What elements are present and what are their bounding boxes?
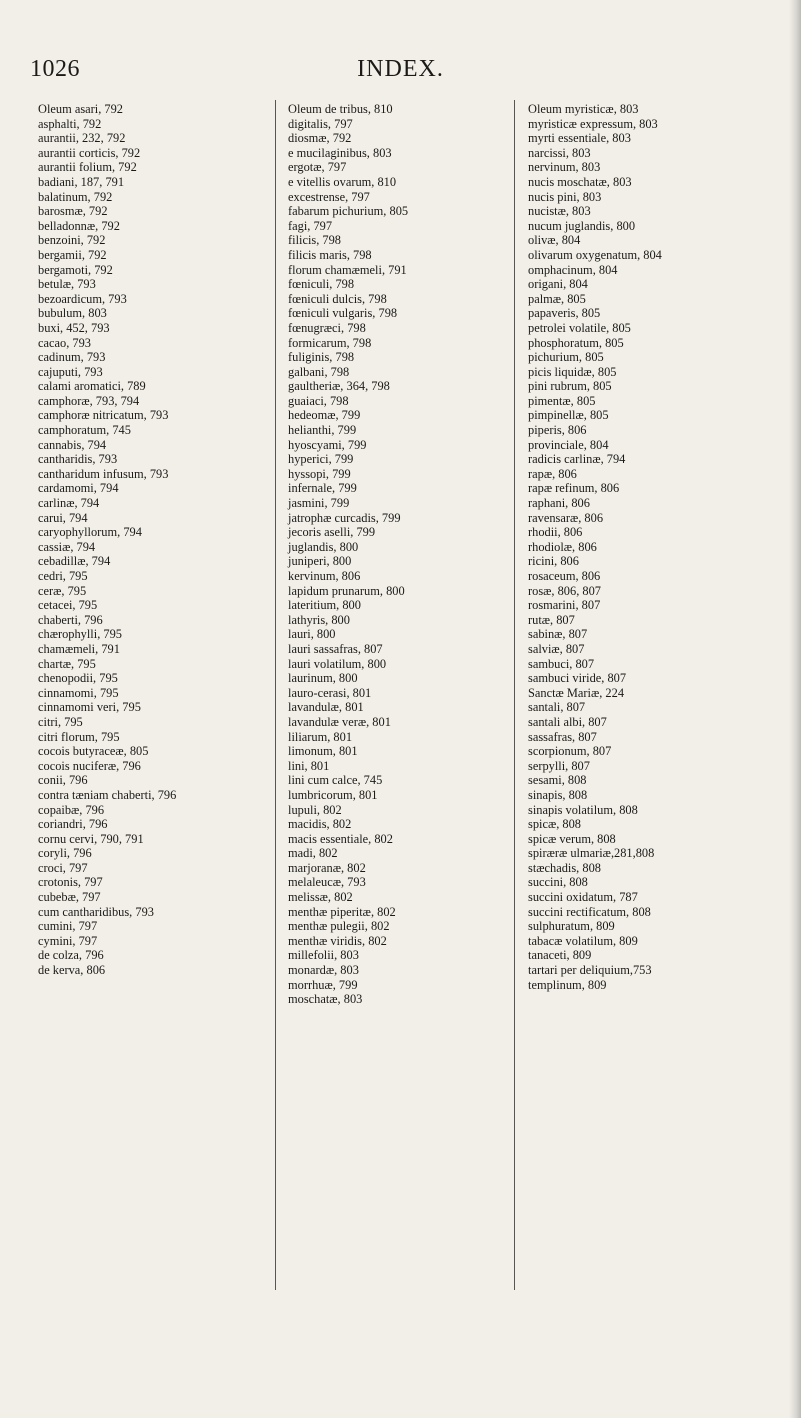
index-entry: filicis, 798 [288,233,341,248]
index-entry: cacao, 793 [38,335,91,350]
index-entry: conii, 796 [38,773,88,788]
index-entry: citri, 795 [38,714,83,729]
index-entry: nucis moschatæ, 803 [528,174,632,189]
index-entry: hyssopi, 799 [288,466,351,481]
index-entry: cedri, 795 [38,569,88,583]
index-entry: cocois butyraceæ, 805 [38,744,149,759]
index-entry: succini oxidatum, 787 [528,890,638,905]
index-entry: fuliginis, 798 [288,350,355,365]
index-entry: Oleum myristicæ, 803 [528,102,639,116]
index-entry: pini rubrum, 805 [528,379,612,394]
index-entry: diosmæ, 792 [288,131,352,146]
index-entry: ravensaræ, 806 [528,510,604,525]
index-entry: bergamoti, 792 [38,262,113,277]
index-entry: kervinum, 806 [288,569,361,583]
index-entry: succini rectificatum, 808 [528,904,651,919]
index-entry: petrolei volatile, 805 [528,320,631,335]
index-entry: radicis carlinæ, 794 [528,452,626,467]
index-entry: rhodii, 806 [528,525,583,540]
index-entry: sinapis, 808 [528,787,588,802]
index-entry: millefolii, 803 [288,948,359,963]
index-entry: excestrense, 797 [288,189,370,204]
index-entry: melissæ, 802 [288,890,353,905]
index-entry: moschatæ, 803 [288,992,363,1007]
index-entry: stæchadis, 808 [528,860,601,875]
index-entry: piperis, 806 [528,423,587,438]
index-entry: fœniculi dulcis, 798 [288,291,387,306]
index-entry: santali albi, 807 [528,714,607,729]
index-entry: lavandulæ veræ, 801 [288,714,391,729]
index-entry: tartari per deliquium,753 [528,963,652,978]
index-entry: hyoscyami, 799 [288,437,367,452]
index-entry: helianthi, 799 [288,423,357,438]
index-entry: lathyris, 800 [288,612,350,627]
index-entry: jecoris aselli, 799 [288,525,376,540]
index-entry: rutæ, 807 [528,612,575,627]
index-entry: omphacinum, 804 [528,262,618,277]
index-entry: carui, 794 [38,510,88,525]
index-entry: hedeomæ, 799 [288,408,361,423]
index-entry: benzoini, 792 [38,233,106,248]
index-entry: origani, 804 [528,277,588,292]
index-entry: sassafras, 807 [528,729,597,744]
index-entry: chaberti, 796 [38,612,103,627]
index-entry: de kerva, 806 [38,963,106,978]
index-entry: crotonis, 797 [38,875,103,890]
index-entry: aurantii corticis, 792 [38,145,141,160]
index-entry: menthæ pulegii, 802 [288,919,390,934]
index-entry: sinapis volatilum, 808 [528,802,638,817]
index-entry: pimpinellæ, 805 [528,408,609,423]
index-entry: cardamomi, 794 [38,481,119,496]
index-entry: belladonnæ, 792 [38,218,120,233]
index-entry: e mucilaginibus, 803 [288,145,392,160]
running-head-title: INDEX. [357,56,444,82]
index-entry: lapidum prunarum, 800 [288,583,405,598]
index-entry: pichurium, 805 [528,350,604,365]
index-entry: spiræræ ulmariæ,281,808 [528,846,655,861]
index-entry: melaleucæ, 793 [288,875,366,890]
index-entry: chamæmeli, 791 [38,641,120,656]
index-entry: cubebæ, 797 [38,890,101,905]
index-entry: chenopodii, 795 [38,671,118,686]
index-entry: balatinum, 792 [38,189,113,204]
index-entry: calami aromatici, 789 [38,379,146,394]
index-entry: bergamii, 792 [38,247,107,262]
index-entry: laurinum, 800 [288,671,358,686]
index-entry: menthæ piperitæ, 802 [288,904,396,919]
index-entry: lauri sassafras, 807 [288,641,383,656]
index-entry: bubulum, 803 [38,306,107,321]
index-entry: gaultheriæ, 364, 798 [288,379,390,394]
index-entry: rosaceum, 806 [528,569,601,583]
index-entry: jatrophæ curcadis, 799 [288,510,401,525]
page-edge-shadow [789,0,801,1418]
index-entry: camphoratum, 745 [38,423,131,438]
index-entry: limonum, 801 [288,744,358,759]
index-entry: infernale, 799 [288,481,357,496]
index-entry: narcissi, 803 [528,145,591,160]
index-entry: caryophyllorum, 794 [38,525,142,540]
index-entry: Oleum asari, 792 [38,102,123,116]
index-entry: aurantii folium, 792 [38,160,137,175]
index-entry: monardæ, 803 [288,963,359,978]
index-entry: salviæ, 807 [528,641,585,656]
index-entry: templinum, 809 [528,977,607,992]
index-column-2 [288,102,510,1007]
index-entry: sesami, 808 [528,773,587,788]
index-entry: menthæ viridis, 802 [288,933,387,948]
index-entry: myrti essentiale, 803 [528,131,631,146]
index-column-1 [38,102,260,978]
column-divider [514,100,515,1290]
index-entry: bezoardicum, 793 [38,291,127,306]
index-entry: chærophylli, 795 [38,627,122,642]
index-entry: picis liquidæ, 805 [528,364,617,379]
index-entry: lumbricorum, 801 [288,787,378,802]
index-entry: carlinæ, 794 [38,496,100,511]
index-entry: ceræ, 795 [38,583,87,598]
index-entry: betulæ, 793 [38,277,96,292]
index-entry: guaiaci, 798 [288,393,349,408]
index-entry: ergotæ, 797 [288,160,347,175]
index-entry: cocois nuciferæ, 796 [38,758,141,773]
index-entry: contra tæniam chaberti, 796 [38,787,177,802]
index-entry: juniperi, 800 [288,554,352,569]
index-entry: lavandulæ, 801 [288,700,364,715]
index-entry: cornu cervi, 790, 791 [38,831,144,846]
index-entry: Oleum de tribus, 810 [288,102,393,116]
index-entry: hyperici, 799 [288,452,354,467]
index-entry: galbani, 798 [288,364,350,379]
index-entry: chartæ, 795 [38,656,96,671]
index-entry: cinnamomi, 795 [38,685,119,700]
index-entry: lauri, 800 [288,627,336,642]
index-entry: lateritium, 800 [288,598,361,613]
index-entry: lini cum calce, 745 [288,773,383,788]
index-entry: nucistæ, 803 [528,204,591,219]
index-entry: de colza, 796 [38,948,104,963]
index-entry: scorpionum, 807 [528,744,612,759]
index-entry: sambuci viride, 807 [528,671,627,686]
index-entry: olivarum oxygenatum, 804 [528,247,662,262]
index-entry: cumini, 797 [38,919,98,934]
index-entry: provinciale, 804 [528,437,609,452]
index-entry: sabinæ, 807 [528,627,588,642]
index-entry: cymini, 797 [38,933,98,948]
index-column-3 [528,102,760,992]
index-entry: cetacei, 795 [38,598,98,613]
index-entry: asphalti, 792 [38,116,102,131]
index-entry: filicis maris, 798 [288,247,372,262]
index-entry: rosmarini, 807 [528,598,601,613]
index-entry: rosæ, 806, 807 [528,583,601,598]
index-entry: santali, 807 [528,700,586,715]
index-entry: cantharidis, 793 [38,452,118,467]
index-entry: digitalis, 797 [288,116,353,131]
page-number: 1026 [30,56,80,82]
index-entry: Sanctæ Mariæ, 224 [528,685,625,700]
index-entry: cebadillæ, 794 [38,554,111,569]
index-entry: barosmæ, 792 [38,204,108,219]
index-entry: spicæ, 808 [528,817,582,832]
index-entry: lupuli, 802 [288,802,342,817]
index-entry: nucis pini, 803 [528,189,602,204]
index-entry: coriandri, 796 [38,817,108,832]
index-entry: raphani, 806 [528,496,590,511]
index-entry: tanaceti, 809 [528,948,592,963]
index-entry: tabacæ volatilum, 809 [528,933,638,948]
index-entry: macidis, 802 [288,817,352,832]
column-divider [275,100,276,1290]
index-entry: nervinum, 803 [528,160,601,175]
index-entry: formicarum, 798 [288,335,372,350]
index-entry: rapæ refinum, 806 [528,481,620,496]
index-entry: nucum juglandis, 800 [528,218,636,233]
index-entry: olivæ, 804 [528,233,581,248]
index-entry: rapæ, 806 [528,466,577,481]
index-entry: palmæ, 805 [528,291,586,306]
index-entry: cantharidum infusum, 793 [38,466,169,481]
index-entry: ricini, 806 [528,554,579,569]
index-entry: marjoranæ, 802 [288,860,366,875]
index-entry: lauri volatilum, 800 [288,656,387,671]
index-entry: fœnugræci, 798 [288,320,366,335]
index-entry: morrhuæ, 799 [288,977,358,992]
index-entry: pimentæ, 805 [528,393,596,408]
index-entry: buxi, 452, 793 [38,320,110,335]
index-entry: jasmini, 799 [288,496,350,511]
index-entry: madi, 802 [288,846,338,861]
index-entry: cinnamomi veri, 795 [38,700,141,715]
page-header [0,56,801,86]
index-entry: cum cantharidibus, 793 [38,904,154,919]
index-entry: fœniculi, 798 [288,277,355,292]
index-entry: camphoræ nitricatum, 793 [38,408,169,423]
index-entry: cadinum, 793 [38,350,106,365]
index-entry: florum chamæmeli, 791 [288,262,407,277]
index-entry: fabarum pichurium, 805 [288,204,409,219]
index-entry: copaibæ, 796 [38,802,105,817]
index-entry: serpylli, 807 [528,758,590,773]
index-entry: lauro-cerasi, 801 [288,685,372,700]
index-entry: phosphoratum, 805 [528,335,624,350]
index-entry: succini, 808 [528,875,588,890]
index-entry: cassiæ, 794 [38,539,96,554]
index-entry: fagi, 797 [288,218,333,233]
index-entry: e vitellis ovarum, 810 [288,174,397,189]
index-entry: cajuputi, 793 [38,364,103,379]
index-entry: croci, 797 [38,860,88,875]
index-entry: lini, 801 [288,758,330,773]
index-entry: badiani, 187, 791 [38,174,125,189]
index-entry: spicæ verum, 808 [528,831,616,846]
index-entry: rhodiolæ, 806 [528,539,597,554]
index-entry: sulphuratum, 809 [528,919,615,934]
index-entry: camphoræ, 793, 794 [38,393,140,408]
index-entry: liliarum, 801 [288,729,353,744]
index-entry: myristicæ expressum, 803 [528,116,658,131]
index-entry: juglandis, 800 [288,539,359,554]
index-entry: macis essentiale, 802 [288,831,393,846]
index-entry: aurantii, 232, 792 [38,131,126,146]
index-entry: citri florum, 795 [38,729,120,744]
index-entry: fœniculi vulgaris, 798 [288,306,398,321]
index-entry: coryli, 796 [38,846,92,861]
index-entry: cannabis, 794 [38,437,107,452]
index-entry: papaveris, 805 [528,306,601,321]
index-entry: sambuci, 807 [528,656,595,671]
